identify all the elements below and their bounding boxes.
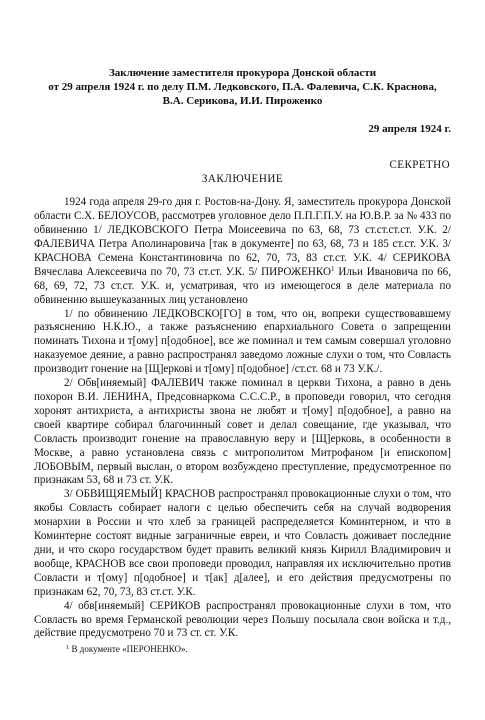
footnote-number: 1 [66, 644, 70, 651]
intro-text-continued: Ильи Ивановича по 66, 68, 69, 72, 73 ст.ст. У.К. и, усматривая, что из имеющегося в деле материала по обвинению вышеуказанных лиц установлено [34, 265, 451, 306]
footnote [66, 642, 188, 655]
title-line: от 29 апреля 1924 г. по делу П.М. Ледковского, П.А. Фалевича, С.К. Краснова, [48, 81, 437, 94]
footnote-reference: 1 [331, 264, 335, 273]
charge-paragraph-1: 1/ по обвинению ЛЕДКОВСКО[ГО] в том, что он, вопреки существовавшему разъяснению Н.К.Ю., а также разъяснению епархиального Совета о запрещении поминать Тихона и т[ому] п[одобное], все же поминал и тем самым совершал уголовно наказуемое деяние, а равно распространял заведомо ложные слухи о том, что Совласть производит гонение на [Щ]еркові и т[ому] п[одобное] /ст.ст. 68 и 73 У.К./. [34, 307, 451, 376]
charge-paragraph-2: 2/ Обв[иняемый] ФАЛЕВИЧ также поминал в церкви Тихона, а равно в день похорон В.И. ЛЕНИНА, Предсовнаркома С.С.С.Р., в проповеди говорил, что сегодня хоронят антихриста, а антихристы звона не любят и т[ому] п[одобное], а равно на своей квартире собирал благочинный совет и делал совещание, где указывал, что Совласть производит гонение на православную веру и [Щ]ерковь, в особенности в Москве, а равно установлена связь с митрополитом Митрофаном [и епископом] ЛОБОВЫМ, первый выслан, о втором возбуждено преступление, предусмотренное по признакам 53, 68 и 73 ст. У.К. [34, 377, 451, 487]
title-line: В.А. Серикова, И.И. Пироженко [162, 95, 323, 108]
intro-paragraph [34, 196, 451, 307]
title-line: Заключение заместителя прокурора Донской области [108, 67, 377, 79]
intro-text: 1924 года апреля 29-го дня г. Ростов-на-Дону. Я, заместитель прокурора Донской области С.Х. БЕЛОУСОВ, рассмотрев уголовное дело П.П.Г.П.У. на Ю.В.Р. за № 433 по обвинению 1/ ЛЕДКОВСКОГО Петра Моисеевича по 63, 68, 73 ст.ст.ст.ст. У.К. 2/ ФАЛЕВИЧА Петра Аполинаровича [так в документе] по 63, 68, 73 и 185 ст.ст. У.К. 3/ КРАСНОВА Семена Константиновича по 62, 70, 73, 83 ст.ст. У.К. 4/ СЕРИКОВА Вячеслава Алексеевича по 70, 73 ст.ст. У.К. 5/ ПИРОЖЕНКО [34, 196, 451, 278]
footnote-text: В документе «ПЕРОНЕНКО». [69, 644, 188, 654]
classification-label: СЕКРЕТНО [389, 158, 450, 171]
document-title [34, 66, 451, 109]
document-body [34, 196, 451, 641]
charge-paragraph-4: 4/ обв[иняемый] СЕРИКОВ распространял провокационные слухи в том, что Совласть во время Германской революции через Польшу посылала свои войска и т.д., действие предусмотрено 70 и 73 ст. ст. У.К. [34, 599, 451, 640]
document-heading: ЗАКЛЮЧЕНИЕ [201, 173, 284, 186]
document-date: 29 апреля 1924 г. [368, 122, 451, 135]
charge-paragraph-3: 3/ ОБВИЩЯЕМЫЙ] КРАСНОВ распространял провокационные слухи о том, что якобы Совласть собирает налоги с целью обеспечить себя на случай водворения монархии в России и что хлеб за границей распределяется Коминтерном, и что в Коминтерне состоят видные заграничные евреи, и что Совласть доживает последние дни, и что скоро государством будет править великий князь Кирилл Владимирович и вообще, КРАСНОВ все свои проповеди проводил, направляя их исключительно против Совласти и т[ому] п[одобное] и т[ак] д[алее], и его действия предусмотрены по признакам 62, 70, 73, 83 ст.ст. У.К. [34, 488, 451, 598]
